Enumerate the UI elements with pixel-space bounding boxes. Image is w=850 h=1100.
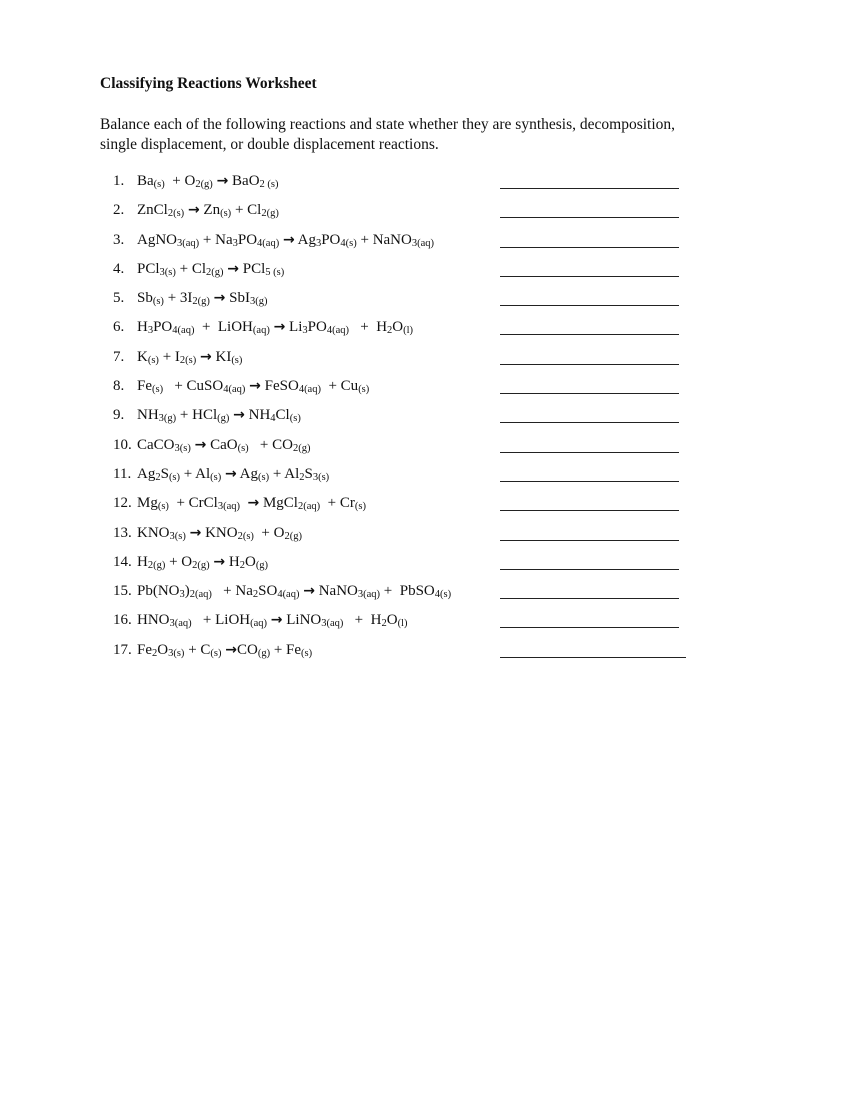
reaction-equation: $KNO_{3(s)} \to KNO_{2(s)} + O_{2(g)}$	[137, 524, 302, 542]
reaction-row	[0, 464, 850, 493]
reaction-number: 6.	[113, 319, 125, 336]
reaction-arrow-icon: →	[249, 378, 261, 395]
reaction-number: 1.	[113, 173, 125, 189]
reaction-row	[0, 581, 850, 610]
reaction-number: 14.	[113, 553, 132, 570]
reaction-row	[0, 259, 850, 288]
reaction-row	[0, 405, 850, 434]
answer-blank[interactable]	[500, 540, 679, 541]
reaction-arrow-icon: →	[247, 495, 260, 512]
answer-blank[interactable]	[500, 217, 679, 218]
reaction-number: 11.	[113, 465, 132, 482]
answer-blank[interactable]	[500, 598, 679, 599]
reaction-arrow-icon: →	[233, 407, 245, 424]
answer-blank[interactable]	[500, 481, 679, 482]
answer-blank[interactable]	[500, 393, 679, 394]
reaction-arrow-icon: →	[225, 641, 237, 658]
reaction-arrow-icon: →	[303, 583, 315, 600]
reaction-arrow-icon: →	[282, 231, 295, 248]
reaction-row	[0, 200, 850, 229]
reaction-equation: $HNO_{3(aq)}$ + LiOH$_{(aq)}$ → LiNO$_{3(aq)}$ + $H_2O_{(l)}$	[137, 612, 408, 630]
reaction-number: 15.	[113, 583, 132, 600]
reaction-arrow-icon: →	[187, 202, 200, 219]
reaction-row	[0, 640, 850, 669]
reaction-number: 7.	[113, 348, 125, 365]
answer-blank[interactable]	[500, 305, 679, 306]
reaction-row	[0, 435, 850, 464]
reaction-arrow-icon: →	[270, 612, 283, 629]
reaction-equation: $PCl_{3(s)} + Cl_{2(g)} \to PCl_{5 (s)}$	[137, 260, 285, 278]
instructions: Balance each of the following reactions and state whether they are synthesis, decomposition, single displacement, or double displacement reactions.	[100, 116, 676, 153]
reaction-number: 17.	[113, 641, 132, 658]
reaction-row	[0, 493, 850, 522]
reaction-arrow-icon: →	[273, 319, 286, 336]
worksheet-title: Classifying Reactions Worksheet	[100, 75, 317, 92]
reaction-equation: $Ba_{(s)} + O_{2(g)} \to BaO_{2 (s)}$	[137, 173, 279, 190]
answer-blank[interactable]	[500, 276, 679, 277]
reaction-arrow-icon: →	[225, 465, 237, 482]
answer-blank[interactable]	[500, 188, 679, 189]
reaction-equation: $K_{(s)} + I_{2(s)} \to KI_{(s)}$	[137, 348, 243, 366]
reaction-number: 13.	[113, 524, 132, 541]
reaction-row	[0, 317, 850, 346]
reaction-number: 3.	[113, 231, 125, 248]
reaction-equation: $Ag_2S_{(s)} + Al_{(s)} \to Ag_{(s)} + Al_2S_{3(s)}$	[137, 465, 330, 483]
reaction-row	[0, 523, 850, 552]
reaction-equation: $H_{2(g)} + O_{2(g)} \to H_2O_{(g)}$	[137, 553, 269, 571]
reaction-arrow-icon: →	[213, 290, 226, 307]
reaction-row	[0, 376, 850, 405]
reaction-number: 9.	[113, 407, 125, 424]
reaction-equation: $Pb(NO_3)_{2(aq)} + Na_2SO_{4(aq)}$ → NaNO$_{3(aq)}$ + PbSO$_{4(s)}$	[137, 583, 452, 601]
reaction-number: 5.	[113, 290, 125, 307]
reaction-arrow-icon: →	[213, 553, 226, 570]
reaction-equation: $Fe_{(s)}$ + CuSO$_{4(aq)}$ → FeSO$_{4(aq)}$ + $Cu_{(s)}$	[137, 378, 370, 396]
reaction-equation: $NH_{3(g)} + HCl_{(g)} \to NH_4Cl_{(s)}$	[137, 407, 301, 425]
reaction-row	[0, 610, 850, 639]
reaction-number: 12.	[113, 495, 132, 512]
answer-blank[interactable]	[500, 422, 679, 423]
reaction-row	[0, 230, 850, 259]
reaction-equation: $H_3PO_{4(aq)}$ + LiOH$_{(aq)}$ → $Li_3PO_{4(aq)} + H_2O_{(l)}$	[137, 319, 414, 337]
answer-blank[interactable]	[500, 569, 679, 570]
reaction-equation: $Mg_{(s)}$ + CrCl$_{3(aq)}$ → MgCl$_{2(aq)}$ + $Cr_{(s)}$	[137, 495, 366, 513]
reaction-row	[0, 552, 850, 581]
reaction-row	[0, 347, 850, 376]
reaction-arrow-icon: →	[227, 260, 239, 277]
reaction-equation: AgNO$_{3(aq)}$ + $Na_3PO_{4(aq)} \to Ag_3PO_{4(s)}$ + NaNO$_{3(aq)}$	[137, 231, 435, 249]
reaction-number: 4.	[113, 260, 125, 277]
reaction-number: 2.	[113, 202, 125, 219]
reaction-arrow-icon: →	[189, 524, 202, 541]
reaction-number: 10.	[113, 436, 132, 453]
reaction-arrow-icon: →	[200, 348, 212, 365]
answer-blank[interactable]	[500, 247, 679, 248]
reaction-equation: CaCO$_{3(s)}$ → $CaO_{(s)} + CO_{2(g)}$	[137, 436, 311, 454]
reaction-number: 8.	[113, 378, 125, 395]
reaction-equation: ZnCl$_{2(s)}$ → $Zn_{(s)} + Cl_{2(g)}$	[137, 202, 279, 220]
reaction-equation: $Fe_2O_{3(s)} + C_{(s)} \to CO_{(g)} + Fe_{(s)}$	[137, 641, 313, 659]
reaction-arrow-icon: →	[216, 173, 229, 189]
answer-blank[interactable]	[500, 364, 679, 365]
reaction-number: 16.	[113, 612, 132, 629]
reaction-equation: $Sb_{(s)} + 3I_{2(g)} \to SbI_{3(g)}$	[137, 290, 268, 308]
answer-blank[interactable]	[500, 334, 679, 335]
answer-blank[interactable]	[500, 627, 679, 628]
reaction-row	[0, 288, 850, 317]
answer-blank[interactable]	[500, 452, 679, 453]
reaction-list	[0, 171, 850, 669]
answer-blank[interactable]	[500, 657, 686, 658]
reaction-arrow-icon: →	[194, 436, 207, 453]
answer-blank[interactable]	[500, 510, 679, 511]
reaction-row	[0, 171, 850, 200]
